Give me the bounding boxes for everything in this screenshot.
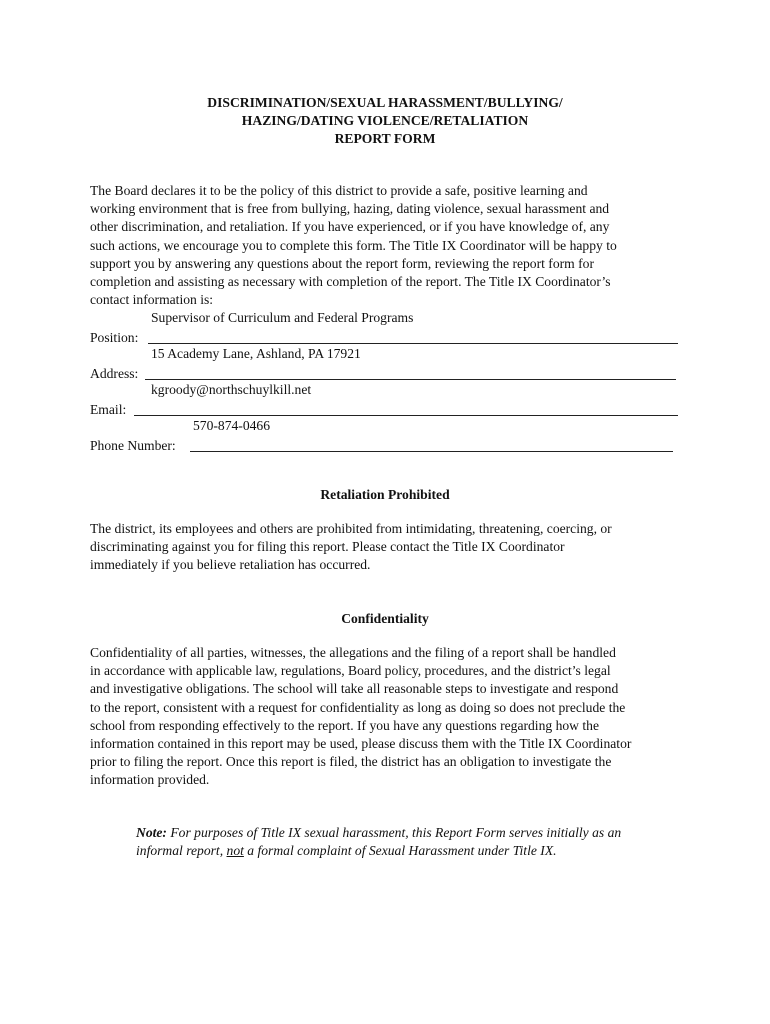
confidentiality-line: to the report, consistent with a request for confidentiality as long as doing so does not preclude the (90, 699, 626, 715)
note-label: Note: (136, 825, 167, 840)
intro-line: The Board declares it to be the policy of this district to provide a safe, positive learning and (90, 183, 588, 198)
address-value: 15 Academy Lane, Ashland, PA 17921 (151, 346, 361, 361)
address-underline (145, 379, 676, 380)
position-field (90, 310, 680, 346)
email-field (90, 382, 680, 418)
email-value: kgroody@northschuylkill.net (151, 382, 312, 397)
confidentiality-line: information contained in this report may be used, please discuss them with the Title IX Coordinator (90, 736, 632, 752)
form-title-line-2: HAZING/DATING VIOLENCE/RETALIATION (241, 113, 529, 128)
retaliation-line: discriminating against you for filing this report. Please contact the Title IX Coordinator (90, 539, 565, 555)
intro-line: support you by answering any questions about the report form, reviewing the report form for (90, 255, 594, 271)
email-underline (134, 415, 678, 416)
title-ix-note (136, 824, 696, 861)
intro-line: contact information is: (90, 292, 214, 308)
confidentiality-line: Confidentiality of all parties, witnesses, the allegations and the filing of a report shall be handled (90, 645, 616, 660)
note-line-2-pre: informal report, (136, 843, 227, 859)
form-title-line-1: DISCRIMINATION/SEXUAL HARASSMENT/BULLYING/ (207, 95, 563, 110)
phone-value: 570-874-0466 (193, 418, 271, 433)
position-label: Position: (90, 330, 139, 345)
position-value: Supervisor of Curriculum and Federal Programs (151, 310, 414, 325)
confidentiality-line: and investigative obligations. The school will take all reasonable steps to investigate and respond (90, 681, 619, 697)
intro-line: other discrimination, and retaliation. If you have experienced, or if you have knowledge of, any (90, 219, 610, 235)
confidentiality-paragraph (90, 644, 680, 790)
intro-paragraph (90, 182, 680, 309)
position-underline (148, 343, 678, 344)
confidentiality-line: in accordance with applicable law, regulations, Board policy, procedures, and the district’s legal (90, 663, 611, 679)
phone-label: Phone Number: (90, 438, 176, 453)
address-label: Address: (90, 366, 139, 381)
note-underlined-word: not (226, 843, 244, 859)
phone-field (90, 418, 680, 454)
address-field (90, 346, 680, 382)
note-line-2 (136, 842, 696, 860)
intro-line: completion and assisting as necessary with completion of the report. The Title IX Coordinator’s (90, 274, 611, 290)
note-line-2-post: a formal complaint of Sexual Harassment under Title IX. (243, 843, 557, 859)
confidentiality-heading: Confidentiality (341, 611, 429, 626)
email-label: Email: (90, 402, 127, 417)
confidentiality-line: prior to filing the report. Once this report is filed, the district has an obligation to investigate the (90, 754, 612, 770)
form-title (90, 94, 680, 148)
retaliation-paragraph (90, 520, 680, 575)
retaliation-line: immediately if you believe retaliation has occurred. (90, 557, 371, 573)
confidentiality-line: information provided. (90, 772, 210, 788)
confidentiality-line: school from responding effectively to the report. If you have any questions regarding how the (90, 717, 599, 733)
retaliation-line: The district, its employees and others are prohibited from intimidating, threatening, coercing, or (90, 521, 612, 536)
intro-line: such actions, we encourage you to complete this form. The Title IX Coordinator will be happy to (90, 237, 617, 253)
form-title-line-3: REPORT FORM (334, 131, 436, 146)
intro-line: working environment that is free from bullying, hazing, dating violence, sexual harassment and (90, 201, 610, 217)
note-line-1-text: For purposes of Title IX sexual harassment, this Report Form serves initially as an (170, 825, 622, 840)
note-line-1 (136, 824, 696, 842)
phone-underline (190, 451, 673, 452)
retaliation-heading: Retaliation Prohibited (320, 487, 450, 502)
